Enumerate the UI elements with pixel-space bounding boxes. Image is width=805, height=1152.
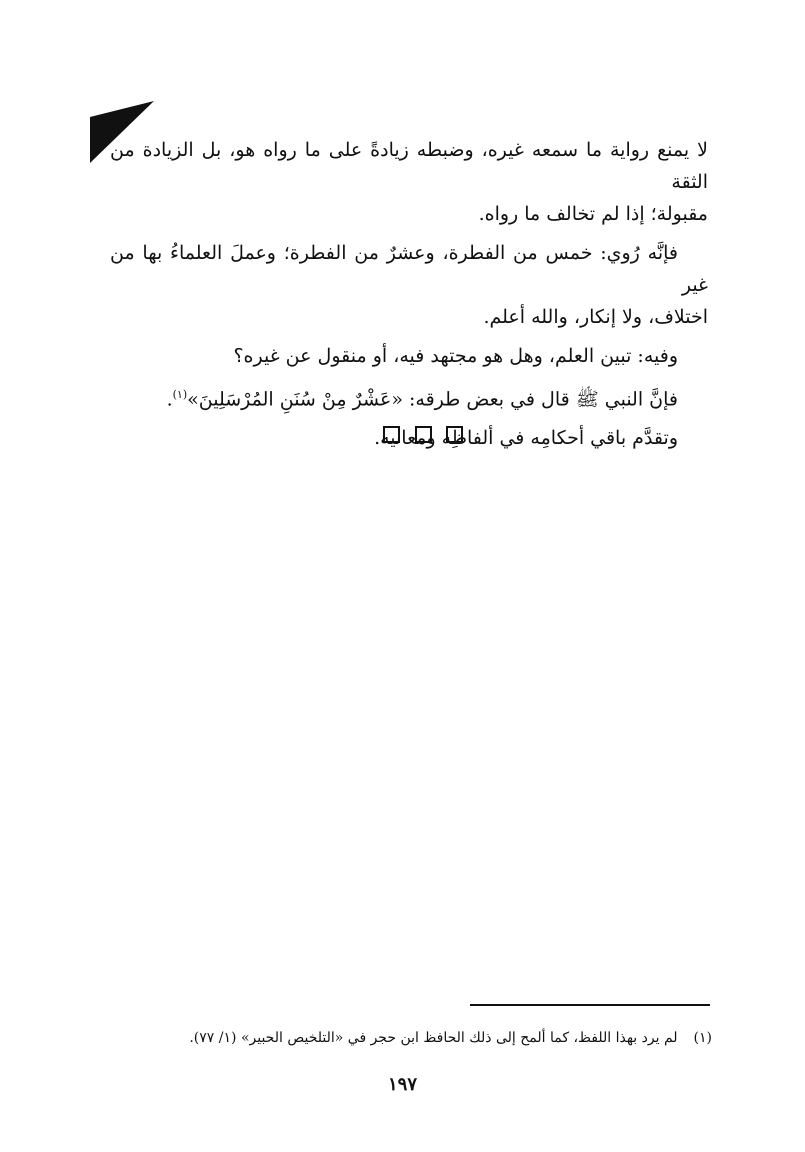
square-divider-icon xyxy=(415,426,432,443)
footnote xyxy=(160,1026,712,1050)
paragraph-1-line-1: لا يمنع رواية ما سمعه غيره، وضبطه زيادةً على ما رواه هو، بل الزيادة من الثقة xyxy=(110,139,708,193)
paragraph-5-line-1: وتقدَّم باقي أحكامِه في ألفاظِه ومعانيه. xyxy=(374,427,678,450)
section-divider xyxy=(383,426,463,442)
page-number: ١٩٧ xyxy=(387,1074,417,1095)
paragraph-3-line-1: وفيه: تبين العلم، وهل هو مجتهد فيه، أو منقول عن غيره؟ xyxy=(233,345,678,367)
square-divider-icon xyxy=(446,426,463,443)
paragraph-2 xyxy=(110,237,708,333)
paragraph-4-end: . xyxy=(166,388,173,411)
footnote-reference: (١) xyxy=(172,388,188,401)
paragraph-1 xyxy=(110,134,708,230)
footnote-number: (١) xyxy=(693,1030,712,1046)
paragraph-1-line-2: مقبولة؛ إذا لم تخالف ما رواه. xyxy=(478,203,708,225)
paragraph-2-line-1: فإنَّه رُوي: خمس من الفطرة، وعشرٌ من الفطرة؛ وعملَ العلماءُ بها من غير xyxy=(110,242,708,296)
main-text xyxy=(110,134,708,461)
footnote-separator xyxy=(470,1004,710,1006)
square-divider-icon xyxy=(383,426,400,443)
footnote-text: لم يرد بهذا اللفظ، كما ألمح إلى ذلك الحافظ ابن حجر في «التلخيص الحبير» (١/ ٧٧). xyxy=(189,1030,678,1046)
paragraph-4-text: فإنَّ النبي ﷺ قال في بعض طرقه: «عَشْرٌ مِنْ سُنَنِ المُرْسَلِينَ» xyxy=(187,388,678,411)
paragraph-2-line-2: اختلاف، ولا إنكار، والله أعلم. xyxy=(483,306,708,328)
paragraph-4 xyxy=(110,379,708,415)
paragraph-3 xyxy=(110,340,708,372)
